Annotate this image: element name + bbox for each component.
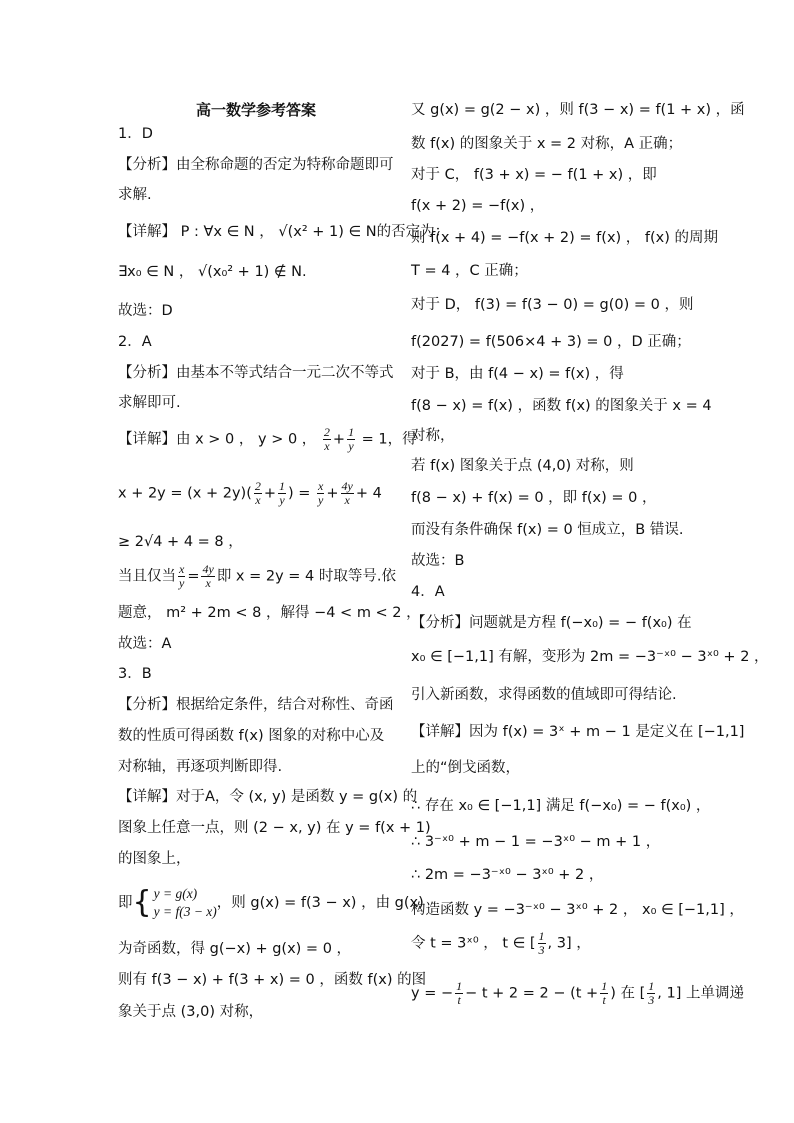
right-text-line: x₀ ∈ [−1,1] 有解，变形为 2m = −3⁻ˣ⁰ − 3ˣ⁰ + 2 ， bbox=[411, 649, 769, 665]
left-text-line: 对称轴，再逐项判断即得. bbox=[118, 759, 283, 775]
right-text-line: ∴ 存在 x₀ ∈ [−1,1] 满足 f(−x₀) = − f(x₀) ， bbox=[411, 798, 711, 814]
right-text-line: f(2027) = f(506×4 + 3) = 0 ，D 正确； bbox=[411, 334, 691, 350]
right-text-line: ∴ 2m = −3⁻ˣ⁰ − 3ˣ⁰ + 2 ， bbox=[411, 867, 604, 883]
left-text-line: 求解即可. bbox=[118, 395, 181, 411]
left-text-line: 则有 f(3 − x) + f(3 + x) = 0 ，函数 f(x) 的图 bbox=[118, 972, 427, 988]
frac-1-over-t: $\frac{1}{t}$ bbox=[456, 979, 463, 1007]
left-text-line: 图象上任意一点，则 (2 − x, y) 在 y = f(x + 1) bbox=[118, 820, 431, 836]
frac-1-over-y-b: $\frac{1}{y}$ bbox=[279, 479, 286, 507]
right-text-line: 数 f(x) 的图象关于 x = 2 对称，A 正确； bbox=[411, 136, 683, 152]
frac-2-over-x: $\frac{2}{x}$ bbox=[323, 425, 330, 453]
right-text-line: 引入新函数，求得函数的值域即可得结论. bbox=[411, 687, 677, 703]
brace-icon: { bbox=[132, 885, 152, 920]
left-text-line: 题意， m² + 2m < 8 ，解得 −4 < m < 2 ， bbox=[118, 605, 421, 621]
right-text-line: 对于 C， f(3 + x) = − f(1 + x) ，即 bbox=[411, 167, 657, 183]
right-text-line: 对于 D， f(3) = f(3 − 0) = g(0) = 0 ，则 bbox=[411, 297, 694, 313]
left-text-line: 的图象上， bbox=[118, 851, 191, 867]
frac-4y-over-x-b: $\frac{4y}{x}$ bbox=[202, 562, 214, 590]
left-text-line: 为奇函数，得 g(−x) + g(x) = 0 ， bbox=[118, 941, 352, 957]
right-text-line: 故选：B bbox=[411, 553, 465, 569]
right-text-line: 而没有条件确保 f(x) = 0 恒成立，B 错误. bbox=[411, 522, 684, 538]
left-text-line: 象关于点 (3,0) 对称， bbox=[118, 1004, 264, 1020]
right-text-line: T = 4 ，C 正确； bbox=[411, 263, 528, 279]
detail-line-expansion: x + 2y = (x + 2y)( $\frac{2}{x}$ + $\frac{1}{y}$ ) = $\frac{x}{y}$ + $\frac{4y}{x}$ + 4 bbox=[118, 479, 382, 507]
frac-2-over-x-b: $\frac{2}{x}$ bbox=[254, 479, 261, 507]
left-text-line: 【分析】由基本不等式结合一元二次不等式 bbox=[118, 365, 394, 381]
left-text-line: 1．D bbox=[118, 126, 153, 142]
right-text-line: 构造函数 y = −3⁻ˣ⁰ − 3ˣ⁰ + 2 ， x₀ ∈ [−1,1] ， bbox=[411, 902, 744, 918]
left-text-line: 2．A bbox=[118, 334, 152, 350]
frac-x-over-y: $\frac{x}{y}$ bbox=[318, 479, 324, 507]
right-text-line: 4．A bbox=[411, 584, 445, 600]
left-text-line: 【详解】 P : ∀x ∈ N ， √(x² + 1) ∈ N的否定为： bbox=[118, 224, 450, 240]
left-text-line: 【分析】根据给定条件，结合对称性、奇函 bbox=[118, 697, 394, 713]
detail-line-substitution: 令 t = 3ˣ⁰ ， t ∈ [ $\frac{1}{3}$ , 3] ， bbox=[411, 929, 591, 957]
left-text-line: 【详解】对于A，令 (x, y) 是函数 y = g(x) 的 bbox=[118, 789, 418, 805]
frac-1-over-3: $\frac{1}{3}$ bbox=[538, 929, 545, 957]
left-text-line: ≥ 2√4 + 4 = 8 ， bbox=[118, 534, 243, 550]
left-text-line: 故选：D bbox=[118, 303, 173, 319]
left-text-line: 故选：A bbox=[118, 636, 172, 652]
equation-system: y = g(x) y = f(3 − x) bbox=[153, 886, 217, 919]
right-text-line: 若 f(x) 图象关于点 (4,0) 对称，则 bbox=[411, 458, 634, 474]
page-title: 高一数学参考答案 bbox=[196, 101, 317, 119]
left-text-line: 数的性质可得函数 f(x) 图象的对称中心及 bbox=[118, 728, 385, 744]
right-text-line: 又 g(x) = g(2 − x) ，则 f(3 − x) = f(1 + x) ，函 bbox=[411, 102, 745, 118]
frac-1-over-3-b: $\frac{1}{3}$ bbox=[648, 979, 655, 1007]
frac-x-over-y-b: $\frac{x}{y}$ bbox=[179, 562, 185, 590]
right-text-line: ∴ 3⁻ˣ⁰ + m − 1 = −3ˣ⁰ − m + 1 ， bbox=[411, 834, 661, 850]
detail-line-system: 即{ y = g(x) y = f(3 − x) ，则 g(x) = f(3 − x) ，由 g(x) bbox=[118, 885, 424, 920]
detail-line-monotonic: y = − $\frac{1}{t}$ − t + 2 = 2 − (t + $\frac{1}{t}$ ) 在 [ $\frac{1}{3}$ , 1] 上单调递 bbox=[411, 979, 744, 1007]
right-text-line: 对于 B，由 f(4 − x) = f(x) ，得 bbox=[411, 366, 624, 382]
right-text-line: f(8 − x) + f(x) = 0 ，即 f(x) = 0 ， bbox=[411, 490, 657, 506]
right-text-line: 对称， bbox=[411, 428, 455, 444]
right-text-line: f(8 − x) = f(x) ，函数 f(x) 的图象关于 x = 4 bbox=[411, 398, 712, 414]
right-text-line: f(x + 2) = −f(x) ， bbox=[411, 198, 545, 214]
detail-line-conditions: 【详解】由 x > 0 ， y > 0 ， $\frac{2}{x}$ + $\frac{1}{y}$ = 1，得 bbox=[118, 425, 417, 453]
left-text-line: 【分析】由全称命题的否定为特称命题即可 bbox=[118, 157, 394, 173]
frac-1-over-t-b: $\frac{1}{t}$ bbox=[601, 979, 608, 1007]
left-text-line: ∃x₀ ∈ N ， √(x₀² + 1) ∉ N. bbox=[118, 264, 307, 280]
frac-1-over-y: $\frac{1}{y}$ bbox=[348, 425, 355, 453]
right-text-line: 【详解】因为 f(x) = 3ˣ + m − 1 是定义在 [−1,1] bbox=[411, 724, 745, 740]
frac-4y-over-x: $\frac{4y}{x}$ bbox=[341, 479, 353, 507]
left-text-line: 3．B bbox=[118, 666, 152, 682]
right-text-line: 上的“倒戈函数， bbox=[411, 760, 521, 776]
right-text-line: 则 f(x + 4) = −f(x + 2) = f(x) ， f(x) 的周期 bbox=[411, 230, 719, 246]
right-text-line: 【分析】问题就是方程 f(−x₀) = − f(x₀) 在 bbox=[411, 615, 692, 631]
detail-line-equality: 当且仅当 $\frac{x}{y}$ = $\frac{4y}{x}$ 即 x = 2y = 4 时取等号.依 bbox=[118, 562, 396, 590]
left-text-line: 求解. bbox=[118, 187, 152, 203]
